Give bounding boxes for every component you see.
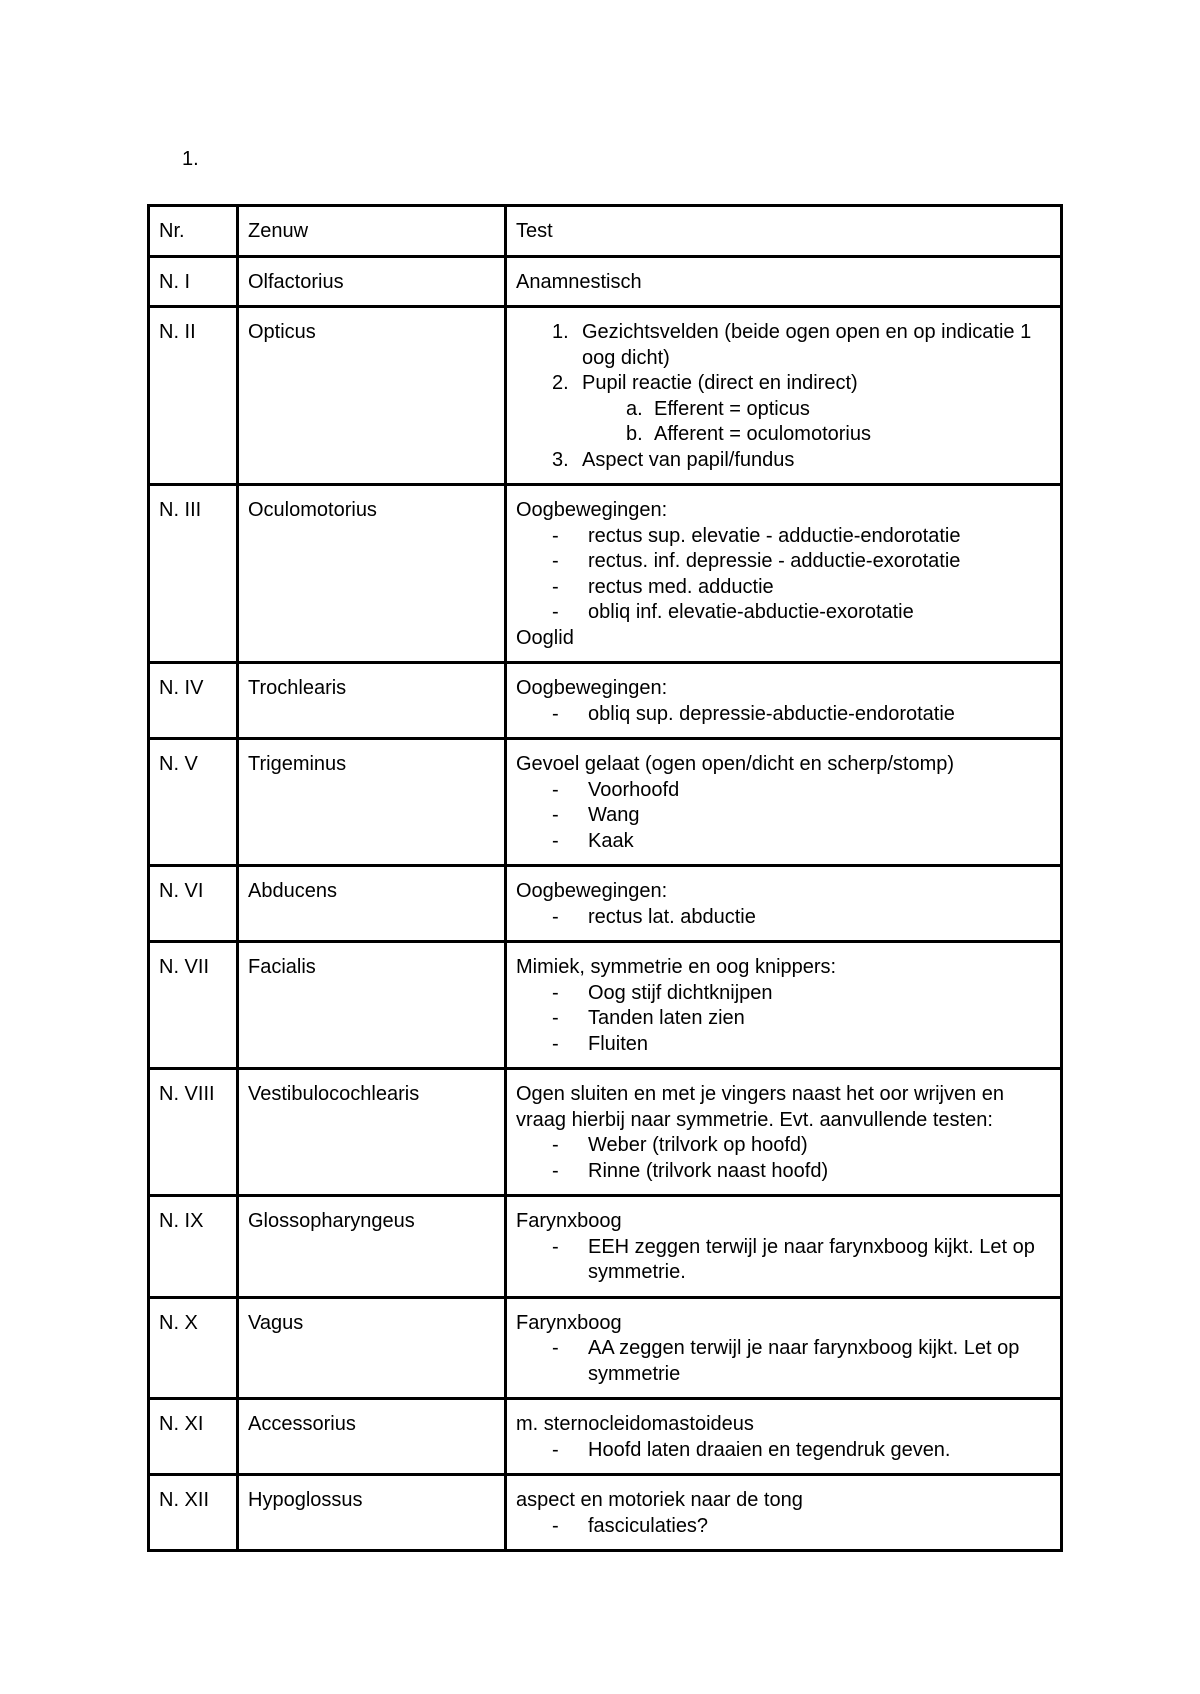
nerve-name: Opticus [238,307,506,485]
table-row [149,1297,1062,1399]
dash-item [516,575,1051,601]
dash-item [516,778,1051,804]
dash-item [516,600,1051,626]
test-text: Oogbewegingen: [516,677,668,699]
table-row [149,866,1062,942]
nerve-test [506,307,1062,485]
nerve-number: N. XII [149,1475,238,1551]
nerve-number: N. I [149,256,238,307]
test-text: Gevoel gelaat (ogen open/dicht en scherp/stomp) [516,753,955,775]
dash-item [516,1032,1051,1058]
table-header-row [149,206,1062,257]
nerve-number: N. IX [149,1196,238,1298]
dash-item-text: fasciculaties? [588,1514,709,1537]
dash-item-text: Voorhoofd [588,778,680,801]
sub-item-text: Afferent = oculomotorius [654,423,871,445]
nerve-name: Oculomotorius [238,485,506,663]
dash-item [516,981,1051,1007]
table-row [149,1069,1062,1196]
nerve-test [506,1475,1062,1551]
nerve-name: Vestibulocochlearis [238,1069,506,1196]
dash-item [516,1006,1051,1032]
nerve-test [506,1399,1062,1475]
dash-item [516,905,1051,931]
dash-list [516,524,1051,626]
test-text: m. sternocleidomastoideus [516,1413,754,1435]
dash-marker: - [552,1007,559,1029]
dash-list [516,1235,1051,1286]
nerve-name: Glossopharyngeus [238,1196,506,1298]
test-text: Oogbewegingen: [516,880,668,902]
nerve-number: N. III [149,485,238,663]
nerve-test [506,256,1062,307]
nerve-name: Trigeminus [238,739,506,866]
dash-item-text: Wang [588,804,640,826]
nerve-name: Abducens [238,866,506,942]
nerve-name: Accessorius [238,1399,506,1475]
sub-item-marker: a. [626,397,643,420]
dash-item-text: rectus med. adductie [588,575,774,598]
item-text: Aspect van papil/fundus [582,448,795,471]
dash-item [516,803,1051,829]
dash-list [516,1438,1051,1464]
dash-item-text: rectus sup. elevatie - adductie-endorotatie [588,524,961,547]
dash-item-text: AA zeggen terwijl je naar farynxboog kijkt. Let op symmetrie [588,1337,1020,1385]
dash-item-text: Weber (trilvork op hoofd) [588,1134,808,1156]
dash-marker: - [552,1337,559,1359]
table-row [149,942,1062,1069]
dash-item [516,1438,1051,1464]
dash-marker: - [552,524,559,547]
dash-item [516,702,1051,728]
sub-item-marker: b. [626,423,643,445]
sub-item-text: Efferent = opticus [654,397,810,420]
dash-list [516,905,1051,931]
nerve-number: N. VIII [149,1069,238,1196]
test-text: Farynxboog [516,1210,622,1232]
nerve-name: Trochlearis [238,663,506,739]
dash-item-text: Fluiten [588,1032,649,1055]
nerve-test [506,1297,1062,1399]
test-text: Farynxboog [516,1311,622,1334]
header-test: Test [506,206,1062,257]
cranial-nerves-table [147,204,1063,1552]
dash-item-text: Oog stijf dichtknijpen [588,981,773,1004]
dash-list [516,702,1051,728]
nerve-test [506,739,1062,866]
dash-item [516,524,1051,550]
nerve-number: N. IV [149,663,238,739]
table-row [149,1196,1062,1298]
dash-marker: - [552,1235,559,1258]
header-zenuw: Zenuw [238,206,506,257]
test-text: Anamnestisch [516,270,642,293]
dash-marker: - [552,778,559,801]
dash-item-text: Kaak [588,829,634,852]
dash-item [516,829,1051,855]
dash-item-text: obliq sup. depressie-abductie-endorotatie [588,702,955,725]
dash-list [516,981,1051,1058]
nerve-name: Hypoglossus [238,1475,506,1551]
dash-marker: - [552,804,559,826]
dash-item [516,1336,1051,1387]
test-text: aspect en motoriek naar de tong [516,1489,803,1511]
dash-item [516,1235,1051,1286]
nerve-name: Olfactorius [238,256,506,307]
list-marker: 1. [182,148,199,170]
dash-marker: - [552,1438,559,1461]
test-text: Mimiek, symmetrie en oog knippers: [516,956,837,978]
dash-marker: - [552,575,559,598]
dash-item-text: rectus lat. abductie [588,905,756,928]
dash-marker: - [552,829,559,852]
dash-list [516,1514,1051,1540]
nerve-number: N. VII [149,942,238,1069]
dash-item-text: EEH zeggen terwijl je naar farynxboog kijkt. Let op symmetrie. [588,1235,1035,1283]
dash-marker: - [552,981,559,1004]
test-text: Ooglid [516,626,574,649]
nerve-name: Facialis [238,942,506,1069]
nerve-number: N. II [149,307,238,485]
dash-list [516,1133,1051,1184]
nerve-number: N. X [149,1297,238,1399]
nerve-test [506,866,1062,942]
dash-item-text: rectus. inf. depressie - adductie-exorotatie [588,550,961,572]
nerve-test [506,1196,1062,1298]
table-row [149,1475,1062,1551]
numbered-list [516,320,1051,473]
dash-item [516,1159,1051,1185]
dash-marker: - [552,601,559,623]
sub-item [516,397,1051,423]
header-nr: Nr. [149,206,238,257]
table-row [149,485,1062,663]
dash-item-text: Rinne (trilvork naast hoofd) [588,1159,829,1182]
table-row [149,256,1062,307]
dash-item-text: obliq inf. elevatie-abductie-exorotatie [588,601,914,623]
dash-marker: - [552,1159,559,1182]
dash-item [516,1133,1051,1159]
dash-marker: - [552,1032,559,1055]
dash-item-text: Hoofd laten draaien en tegendruk geven. [588,1438,951,1461]
nerve-name: Vagus [238,1297,506,1399]
dash-marker: - [552,550,559,572]
nerve-number: N. XI [149,1399,238,1475]
nerve-test [506,1069,1062,1196]
item-marker: 2. [552,372,569,394]
nerve-number: N. V [149,739,238,866]
table-row [149,739,1062,866]
dash-list [516,778,1051,855]
dash-marker: - [552,1514,559,1537]
nerve-number: N. VI [149,866,238,942]
table-row [149,307,1062,485]
dash-item-text: Tanden laten zien [588,1007,745,1029]
numbered-item [516,320,1051,371]
dash-marker: - [552,1134,559,1156]
sub-item [516,422,1051,448]
dash-item [516,1514,1051,1540]
dash-marker: - [552,905,559,928]
item-marker: 3. [552,448,569,471]
test-text: Ogen sluiten en met je vingers naast het oor wrijven en vraag hierbij naar symmetrie. Evt. aanvullende testen: [516,1083,1005,1131]
item-text: Pupil reactie (direct en indirect) [582,372,858,394]
dash-item [516,549,1051,575]
numbered-item [516,371,1051,397]
nerve-test [506,942,1062,1069]
numbered-item [516,448,1051,474]
item-text: Gezichtsvelden (beide ogen open en op indicatie 1 oog dicht) [582,321,1032,369]
dash-list [516,1336,1051,1387]
nerve-test [506,663,1062,739]
item-marker: 1. [552,321,569,343]
dash-marker: - [552,702,559,725]
test-text: Oogbewegingen: [516,499,668,521]
nerve-test [506,485,1062,663]
table-row [149,1399,1062,1475]
table-row [149,663,1062,739]
